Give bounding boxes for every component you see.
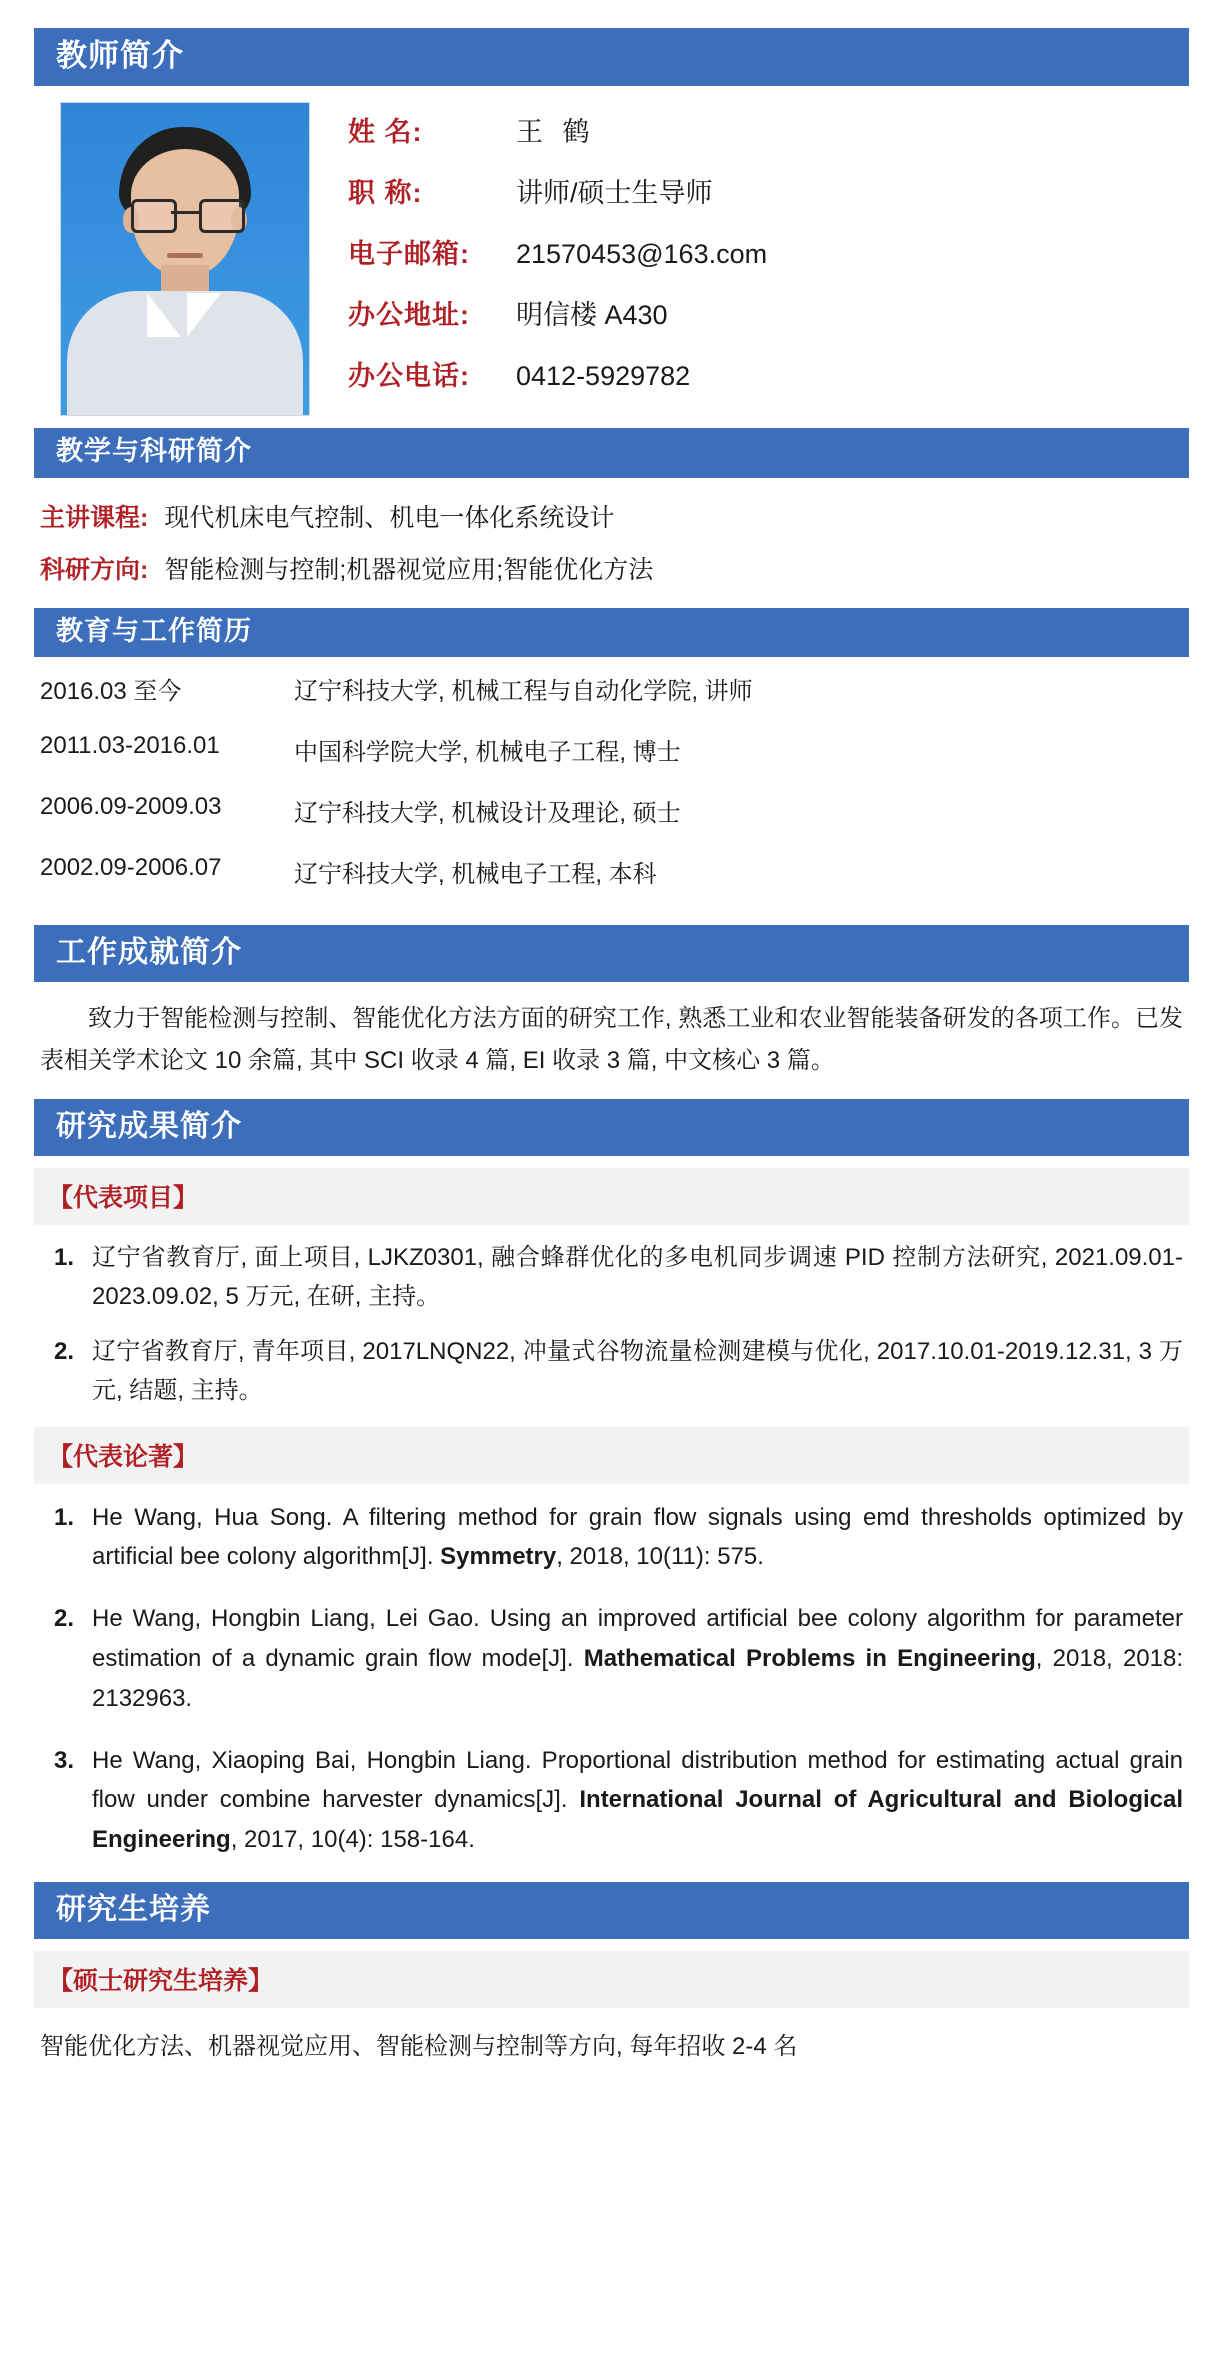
sub-header-publications: 【代表论著】 <box>34 1427 1189 1484</box>
resume-text: 辽宁科技大学, 机械工程与自动化学院, 讲师 <box>294 678 753 706</box>
photo-glasses-left <box>131 199 177 233</box>
profile-field-email <box>348 232 1189 271</box>
project-item: 辽宁省教育厅, 面上项目, LJKZ0301, 融合蜂群优化的多电机同步调速 PID 控制方法研究, 2021.09.01-2023.09.02, 5 万元, 在研, 主持。 <box>92 1244 1183 1310</box>
publication-text-pre: He Wang, Hongbin Liang, Lei Gao. Using an improved artificial bee colony algorithm for parameter estimation of a dynamic grain flow mode[J]. <box>92 1605 1183 1672</box>
teaching-courses-row <box>40 498 1189 534</box>
profile-field-title-label: 职 称: <box>348 178 423 209</box>
profile-fields <box>348 102 1189 415</box>
teaching-courses-label: 主讲课程: <box>40 503 149 532</box>
projects-list <box>34 1239 1189 1411</box>
section-header-postgrad: 研究生培养 <box>34 1882 1189 1939</box>
publication-journal: Symmetry <box>440 1543 557 1571</box>
teaching-courses-value: 现代机床电气控制、机电一体化系统设计 <box>164 503 615 532</box>
section-header-results: 研究成果简介 <box>34 1099 1189 1156</box>
photo-glasses-right <box>199 199 245 233</box>
section-header-achievement: 工作成就简介 <box>34 925 1189 982</box>
teacher-photo <box>60 102 310 416</box>
profile-field-office <box>348 293 1189 332</box>
sub-header-projects: 【代表项目】 <box>34 1168 1189 1225</box>
profile-field-office-label: 办公地址: <box>348 300 470 331</box>
resume-row <box>40 732 1189 767</box>
resume-list <box>34 657 1189 925</box>
resume-date: 2002.09-2006.07 <box>40 854 222 882</box>
profile-field-name-value: 王 鹤 <box>516 117 596 148</box>
publication-text-pre: He Wang, Xiaoping Bai, Hongbin Liang. Proportional distribution method for estimating actual grain flow under combine harvester dynamics[J]. <box>92 1746 1183 1814</box>
resume-row <box>40 854 1189 889</box>
section-header-resume: 教育与工作简历 <box>34 608 1189 658</box>
research-directions-label: 科研方向: <box>40 555 149 584</box>
photo-glasses-bridge <box>171 211 199 214</box>
project-item: 辽宁省教育厅, 青年项目, 2017LNQN22, 冲量式谷物流量检测建模与优化, 2017.10.01-2019.12.31, 3 万元, 结题, 主持。 <box>92 1337 1183 1404</box>
photo-mouth <box>167 253 203 258</box>
resume-row <box>40 793 1189 828</box>
photo-shirt <box>67 291 303 415</box>
publication-journal: International Journal of Agricultural and Biological Engineering <box>92 1786 1184 1854</box>
publication-text-post: , 2018, 2018: 2132963. <box>92 1644 1183 1712</box>
section-header-teaching: 教学与科研简介 <box>34 428 1189 478</box>
profile-field-title-value: 讲师/硕士生导师 <box>516 178 713 209</box>
resume-text: 辽宁科技大学, 机械电子工程, 本科 <box>294 861 657 889</box>
profile-block <box>34 86 1189 428</box>
publication-item <box>92 1498 1183 1578</box>
research-directions-value: 智能检测与控制;机器视觉应用;智能优化方法 <box>164 555 654 584</box>
research-directions-row <box>40 550 1189 586</box>
profile-field-title <box>348 171 1189 210</box>
profile-field-phone-value: 0412-5929782 <box>516 361 691 392</box>
profile-field-name-label: 姓 名: <box>348 117 423 148</box>
resume-row <box>40 671 1189 706</box>
profile-field-phone <box>348 354 1189 393</box>
publication-item <box>92 1741 1183 1860</box>
publication-text-post: , 2017, 10(4): 158-164. <box>230 1826 475 1854</box>
profile-field-phone-label: 办公电话: <box>348 361 470 392</box>
sub-header-master-training: 【硕士研究生培养】 <box>34 1951 1189 2008</box>
publication-journal: Mathematical Problems in Engineering <box>583 1644 1036 1672</box>
teaching-block <box>34 478 1189 608</box>
photo-collar-left <box>147 293 181 337</box>
publication-text-pre: He Wang, Hua Song. A filtering method for grain flow signals using emd thresholds optimized by artificial bee colony algorithm[J]. <box>92 1503 1183 1571</box>
publication-item <box>92 1599 1183 1718</box>
profile-field-email-label: 电子邮箱: <box>348 239 470 270</box>
profile-field-email-value: 21570453@163.com <box>516 239 768 270</box>
resume-date: 2011.03-2016.01 <box>40 732 220 760</box>
publications-list <box>34 1498 1189 1861</box>
profile-field-name <box>348 110 1189 149</box>
photo-collar-right <box>187 293 221 337</box>
profile-field-office-value: 明信楼 A430 <box>516 300 668 331</box>
resume-date: 2006.09-2009.03 <box>40 793 222 821</box>
resume-text: 辽宁科技大学, 机械设计及理论, 硕士 <box>294 800 681 828</box>
postgrad-text: 智能优化方法、机器视觉应用、智能检测与控制等方向, 每年招收 2-4 名 <box>40 2033 798 2061</box>
resume-text: 中国科学院大学, 机械电子工程, 博士 <box>294 739 681 767</box>
resume-date: 2016.03 至今 <box>40 678 182 706</box>
achievement-paragraph: 致力于智能检测与控制、智能优化方法方面的研究工作, 熟悉工业和农业智能装备研发的各项工作。已发表相关学术论文 10 余篇, 其中 SCI 收录 4 篇, EI 收录 3 篇, 中文核心 3 篇。 <box>40 1005 1183 1074</box>
publication-text-post: , 2018, 10(11): 575. <box>556 1543 764 1571</box>
section-header-profile: 教师简介 <box>34 28 1189 86</box>
